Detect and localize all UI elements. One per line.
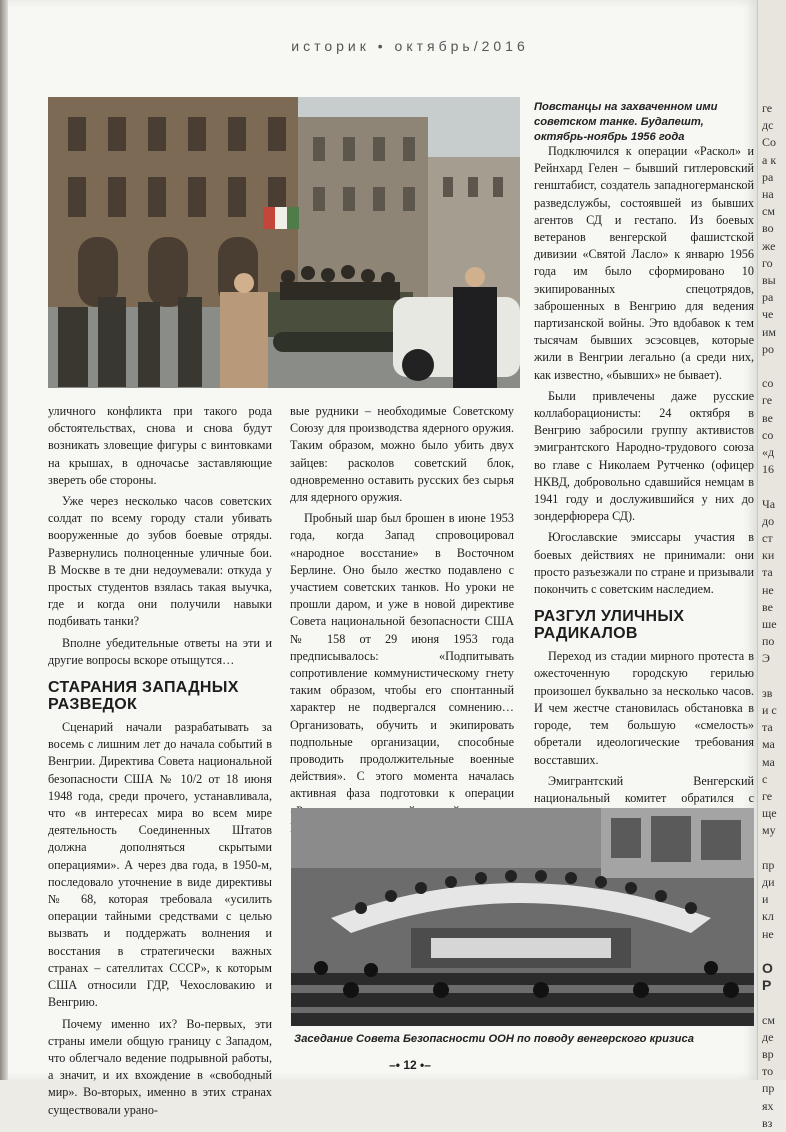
next-page-fragment: и [762, 892, 769, 907]
next-page-fragment: де [762, 1029, 774, 1044]
next-page-fragment: Э [762, 651, 770, 666]
photo-un-security-council [291, 808, 754, 1026]
next-page-fragment: им [762, 324, 777, 339]
section-heading-street-radicals: РАЗГУЛ УЛИЧНЫХ РАДИКАЛОВ [534, 608, 685, 643]
next-page-edge [757, 0, 786, 1130]
page-binding-edge [0, 0, 8, 1080]
next-page-fragment: не [762, 926, 774, 941]
next-page-fragment: ди [762, 875, 775, 889]
next-page-fragment: же [762, 238, 776, 253]
next-page-fragment: по [762, 634, 775, 649]
col3-paragraph-5: Эмигрантский Венгерский национальный комитет обратился с [534, 773, 754, 805]
next-page-fragment: и с [762, 703, 777, 717]
next-page-fragment: во [762, 221, 774, 236]
column-2 [290, 403, 514, 841]
next-page-fragment: с [762, 771, 768, 786]
next-page-fragment: му [762, 823, 776, 838]
next-page-fragment: ма [762, 754, 775, 769]
next-page-fragment: вз [762, 1115, 773, 1130]
next-page-fragment: ро [762, 341, 774, 356]
next-page-fragment: го [762, 255, 773, 270]
next-page-fragment: на [762, 187, 774, 201]
next-page-fragment: ге [762, 789, 773, 803]
photo-bottom-caption: Заседание Совета Безопасности ООН по поводу венгерского кризиса [294, 1033, 694, 1045]
next-page-fragment: Р [762, 977, 772, 994]
next-page-fragment: Ча [762, 496, 776, 511]
next-page-fragment: дс [762, 118, 774, 133]
col1-paragraph-3: Вполне убедительные ответы на эти и другие вопросы вскоре отыщутся… [48, 635, 272, 667]
col3-paragraph-1: Подключился к операции «Раскол» и Рейнхард Гелен – бывший гитлеровский генштабист, создатель западногерманской разведслужбы, состоявшей из бывших агентов СД и гестапо. Из боевых ветеранов венгерской фашистской дивизии «Святой Ласло» к январю 1956 года им было сформировано 10 экипированных спецотрядов, заброшенных в Венгрию для ведения партизанской войны. Это вдобавок к тем тысячам бывших эсэсовцев, которые жили в Венгрии легально (а среди них, как известно, «бывших» не бывает). [534, 144, 754, 382]
next-page-fragment: «д [762, 445, 775, 459]
col3-paragraph-3: Югославские эмиссары участия в боевых действиях не принимали: они просто разъезжали по стране и призывали покончить с советским наследием. [534, 530, 754, 597]
col3-paragraph-2: Были привлечены даже русские коллаборационисты: 24 октября в Венгрию забросили группу активистов эмигрантского Народно-трудового союза во главе с Николаем Рутченко (офицер НКВД, добровольно сдавшийся немцам в 1941 году и дослужившийся у них до зондерфюрера СД). [534, 388, 754, 524]
next-page-fragment: ма [762, 737, 775, 752]
page-number-value: 12 [403, 1058, 417, 1072]
next-page-fragment: ст [762, 531, 773, 545]
col1-paragraph-4: Сценарий начали разрабатывать за восемь с лишним лет до начала событий в Венгрии. Директива Совета национальной безопасности США № 10/2 от 18 июня 1948 года, среди прочего, устанавливала, что «в интересах мира во всем мире деятельность Соединенных Штатов должна дополняться скрытыми операциями». А через два года, в 1950-м, последовало уточнение в виде директивы № 68, которая требовала «усилить операции тайными средствами с целью вызвать и поддержать волнения и восстания в стратегически важных странах – сателлитах СССР», к которым США относили ГДР, Чехословакию и Венгрию. [48, 720, 272, 1010]
page-number [360, 1058, 460, 1072]
next-page-fragment: со [762, 376, 774, 391]
section-heading-western-intelligence: СТАРАНИЯ ЗАПАДНЫХ РАЗВЕДОК [48, 679, 239, 714]
next-page-fragment: О [762, 960, 773, 976]
next-page-fragment: Со [762, 135, 777, 150]
col1-paragraph-5: Почему именно их? Во-первых, эти страны имели общую границу с Западом, что облегчало ведение подрывной работы, а значит, и их вхождение в «свободный мир». Во-вторых, именно в этих странах существовали урано- [48, 1016, 272, 1117]
next-page-fragment: ве [762, 599, 773, 614]
col2-paragraph-2: Пробный шар был брошен в июне 1953 года, когда Запад спровоцировал «народное восстание» в Восточном Берлине. Оно было жестко подавлено с участием советских танков. Но уроки не прошли даром, и уже в новой директиве Совета национальной безопасности США № 158 от 29 июня 1953 года предписывалось: «Подпитывать сопротивление коммунистическому гнету таким образом, чтобы его спонтанный характер не подвергался сомнению… Организовать, обучить и экипировать подпольные организации, способные проводить продолжительные военные действия». С этого момента началась активная фаза подготовки к операции [290, 511, 514, 801]
next-page-fragment: ях [762, 1098, 774, 1113]
next-page-fragment: а к [762, 152, 777, 167]
next-page-fragment: см [762, 1012, 775, 1027]
next-page-fragment: то [762, 1064, 774, 1079]
next-page-fragment: пр [762, 857, 775, 872]
next-page-fragment: зв [762, 685, 773, 700]
next-page-fragment: ге [762, 393, 773, 408]
next-page-fragment: ще [762, 806, 777, 821]
running-header: историк • октябрь/2016 [291, 38, 529, 54]
next-page-fragment: вы [762, 273, 776, 287]
next-page-fragment: та [762, 720, 773, 735]
col2-paragraph-1: вые рудники – необходимые Советскому Союзу для производства ядерного оружия. Таким образом, можно было убить двух зайцев: расколов советский блок, одновременно оставить русских без сырья для ядерного оружия. [290, 404, 514, 505]
next-page-fragment: до [762, 513, 775, 528]
page-number-dash-left: –• [389, 1058, 400, 1072]
next-page-fragment: не [762, 582, 774, 597]
column-3 [534, 143, 754, 863]
column-1 [48, 403, 272, 1123]
next-page-fragment: ки [762, 548, 775, 563]
next-page-fragment: пр [762, 1081, 775, 1096]
next-page-fragment: вр [762, 1047, 774, 1061]
next-page-fragment: см [762, 204, 775, 219]
photo-insurgents-on-tank [48, 97, 520, 388]
next-page-fragment: че [762, 307, 774, 322]
next-page-fragment: кл [762, 909, 774, 924]
next-page-fragment: ше [762, 617, 777, 631]
next-page-fragment: ра [762, 290, 774, 305]
col1-paragraph-2: Уже через несколько часов советских солдат по всему городу стали убивать вооруженные до зубов боевые отряды. Развернулись полноценные уличные бои. В Москве в те дни недоумевали: откуда у простых студентов взялась такая выучка, где и когда они получили навыки подбивать танки? [48, 494, 272, 629]
page-number-dash-right: •– [420, 1058, 431, 1072]
photo-top-caption: Повстанцы на захваченном ими советском танке. Будапешт, октябрь-ноябрь 1956 года [534, 101, 718, 143]
col3-paragraph-4: Переход из стадии мирного протеста в ожесточенную городскую герилью произошел буквально за несколько часов. И чем жестче становилась обстановка в городе, тем большую «смелость» обретали идеологические требования восставших. [534, 649, 754, 767]
next-page-fragment: 16 [762, 462, 774, 477]
col1-paragraph-1: уличного конфликта при такого рода обстоятельствах, снова и снова будут возникать зловещие фигуры с винтовками на крышах, в одночасье заставляющие зверeть обе стороны. [48, 404, 272, 487]
next-page-fragment: со [762, 427, 774, 442]
next-page-fragment: та [762, 565, 773, 580]
next-page-fragment: ра [762, 169, 774, 184]
next-page-fragment: ве [762, 410, 773, 425]
next-page-fragment: ге [762, 101, 773, 115]
